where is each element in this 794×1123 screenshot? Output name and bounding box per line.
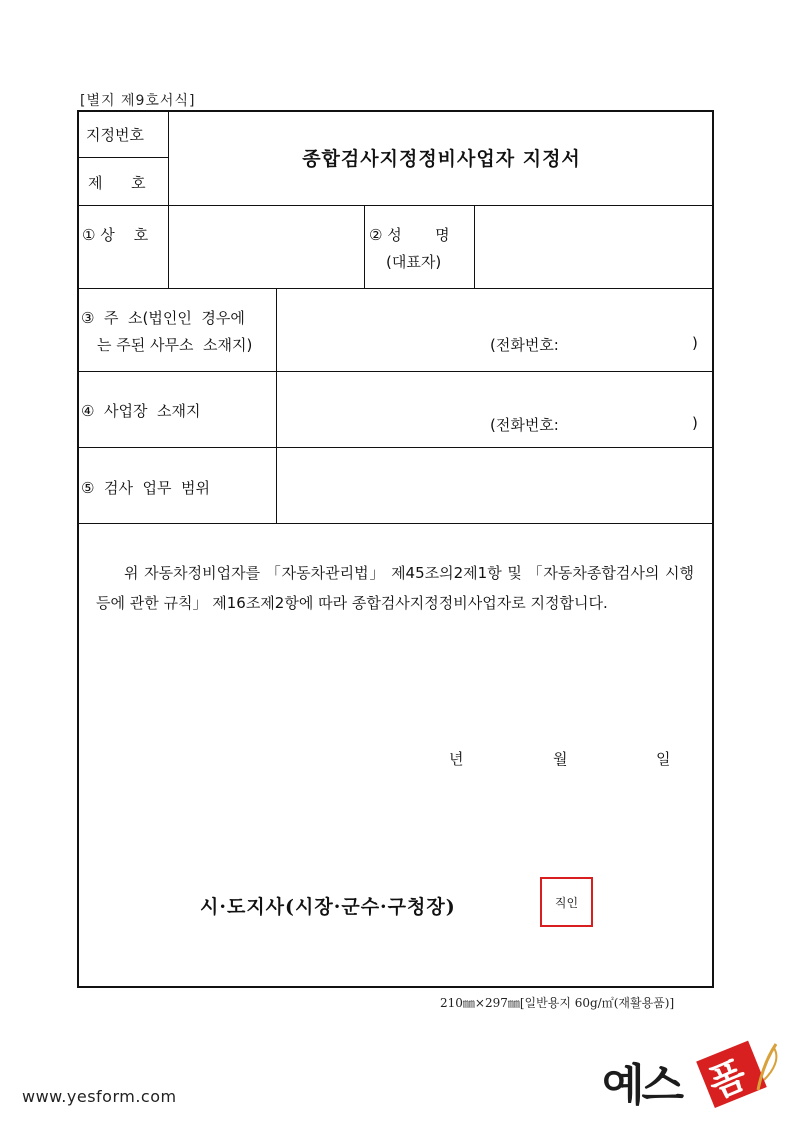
- inspection-scope-label: ⑤ 검사 업무 범위: [81, 479, 210, 497]
- designation-statement: 위 자동차정비업자를 「자동차관리법」 제45조의2제1항 및 「자동차종합검사의 시행 등에 관한 규칙」 제16조제2항에 따라 종합검사지정정비사업자로 지정합니다.: [96, 564, 694, 612]
- date-day: 일: [656, 750, 671, 768]
- address-label: ③ 주 소(법인인 경우에: [81, 309, 245, 327]
- rule-trade-divider: [168, 205, 169, 288]
- rule-row1-bottom: [77, 288, 714, 289]
- paper-spec: 210㎜×297㎜[일반용지 60g/㎡(재활용품)]: [440, 996, 675, 1010]
- business-phone-close: ): [692, 414, 698, 432]
- yesform-logo: [600, 1036, 785, 1114]
- address-phone-close: ): [692, 334, 698, 352]
- address-phone-label: (전화번호:: [490, 336, 559, 354]
- rule-row4-bottom: [77, 523, 714, 524]
- rule-header-bottom: [77, 205, 714, 206]
- number-label-suffix: 제 호: [88, 174, 146, 192]
- rule-label-divider: [276, 288, 277, 523]
- business-location-field[interactable]: [278, 373, 712, 446]
- inspection-scope-field[interactable]: [278, 449, 712, 522]
- rule-row3-bottom: [77, 447, 714, 448]
- name-field[interactable]: [476, 207, 712, 287]
- document-title: 종합검사지정정비사업자 지정서: [302, 148, 581, 170]
- date-year: 년: [449, 750, 464, 768]
- official-seal-box: 직인: [540, 877, 593, 927]
- business-location-label: ④ 사업장 소재지: [81, 402, 201, 420]
- svg-text:예스: 예스: [602, 1060, 682, 1111]
- rule-number-split: [77, 157, 169, 158]
- rule-name-left: [364, 205, 365, 288]
- rule-row2-bottom: [77, 371, 714, 372]
- website-link[interactable]: www.yesform.com: [22, 1087, 177, 1106]
- form-number: [별지 제9호서식]: [80, 93, 196, 109]
- trade-name-label: ① 상 호: [82, 226, 149, 244]
- number-label: 지정번호: [86, 126, 144, 144]
- trade-name-field[interactable]: [170, 207, 362, 287]
- address-label-cont: 는 주된 사무소 소재지): [97, 336, 253, 354]
- svg-text:폼: 폼: [702, 1051, 753, 1107]
- rule-name-right: [474, 205, 475, 288]
- date-month: 월: [553, 750, 568, 768]
- logo-wordmark: 예스폼: [600, 1036, 603, 1037]
- name-label: ② 성 명: [369, 226, 450, 244]
- business-phone-label: (전화번호:: [490, 416, 559, 434]
- representative-label: (대표자): [386, 253, 442, 271]
- issuing-authority: 시·도지사(시장·군수·구청장): [200, 896, 456, 918]
- address-field[interactable]: [278, 290, 712, 370]
